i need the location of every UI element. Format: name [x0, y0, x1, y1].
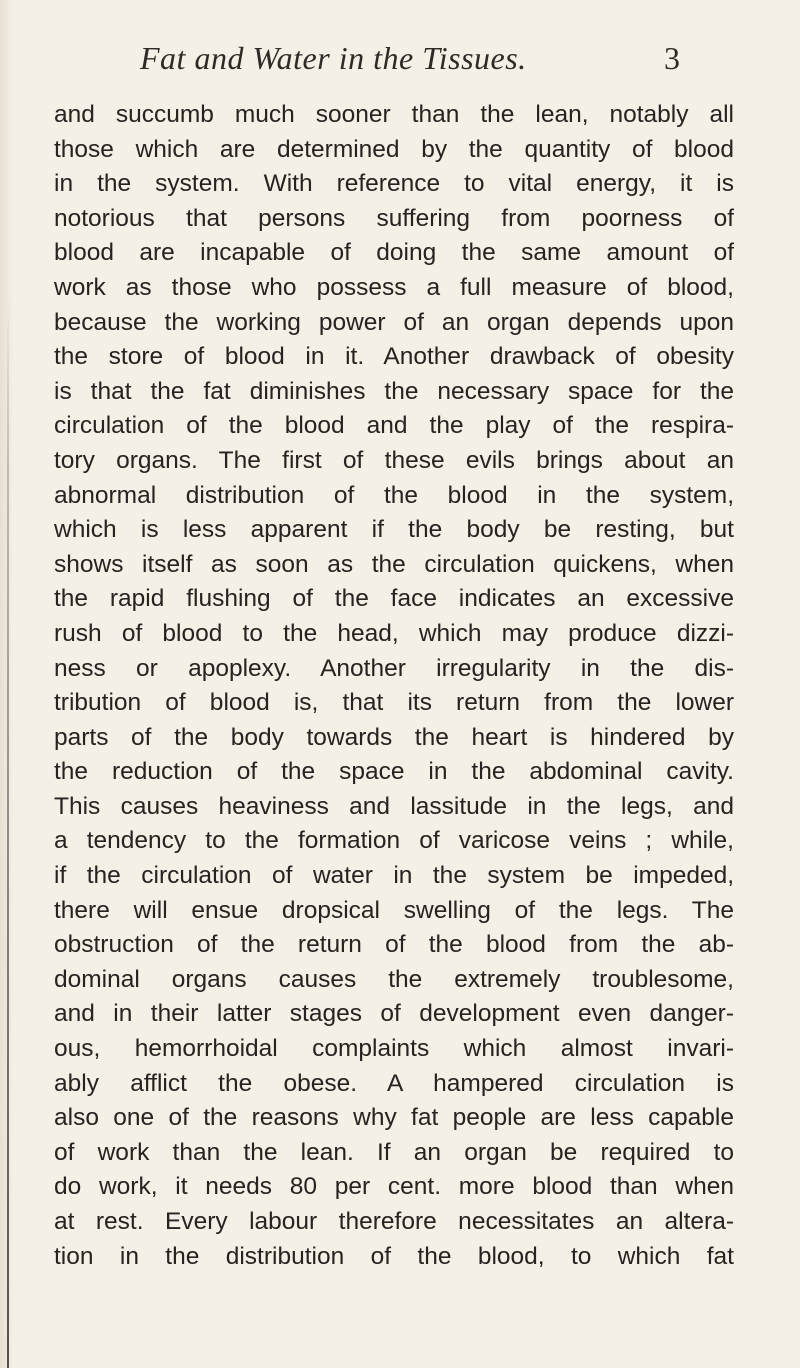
text-line: which is less apparent if the body be resting, but	[54, 516, 734, 544]
text-line: ous, hemorrhoidal complaints which almost invari-	[54, 1035, 734, 1063]
page-number: 3	[664, 40, 680, 76]
text-line: do work, it needs 80 per cent. more blood than when	[54, 1173, 734, 1201]
text-line: if the circulation of water in the system be impeded,	[54, 862, 734, 890]
text-line: tory organs. The first of these evils brings about an	[54, 446, 734, 474]
page-header	[140, 40, 680, 84]
text-line: also one of the reasons why fat people are less capable	[54, 1104, 734, 1132]
text-line: because the working power of an organ depends upon	[54, 308, 734, 336]
text-line: and in their latter stages of development even danger-	[54, 1000, 734, 1028]
text-line: work as those who possess a full measure of blood,	[54, 273, 734, 301]
text-line: This causes heaviness and lassitude in the legs, and	[54, 792, 734, 820]
text-line: shows itself as soon as the circulation quickens, when	[54, 550, 734, 578]
text-line: circulation of the blood and the play of the respira-	[54, 412, 734, 440]
text-line: there will ensue dropsical swelling of the legs. The	[54, 896, 734, 924]
text-line: is that the fat diminishes the necessary space for the	[54, 377, 734, 405]
text-line: rush of blood to the head, which may produce dizzi-	[54, 619, 734, 647]
text-line: tribution of blood is, that its return from the lower	[54, 689, 734, 717]
text-line: those which are determined by the quantity of blood	[54, 135, 734, 163]
text-line: ably afflict the obese. A hampered circulation is	[54, 1069, 734, 1097]
text-line: the reduction of the space in the abdominal cavity.	[54, 758, 734, 786]
running-head: Fat and Water in the Tissues.	[140, 40, 527, 76]
text-line: and succumb much sooner than the lean, notably all	[54, 101, 734, 128]
text-line: at rest. Every labour therefore necessitates an altera-	[54, 1208, 734, 1235]
text-line: the store of blood in it. Another drawback of obesity	[54, 343, 734, 371]
text-line: abnormal distribution of the blood in the system,	[54, 481, 734, 509]
text-line: a tendency to the formation of varicose veins ; while,	[54, 827, 734, 855]
text-line: the rapid flushing of the face indicates an excessive	[54, 585, 734, 613]
text-line: obstruction of the return of the blood from the ab-	[54, 931, 734, 959]
text-line: dominal organs causes the extremely troublesome,	[54, 965, 734, 993]
text-line: tion in the distribution of the blood, to which fat	[54, 1242, 734, 1270]
text-line: in the system. With reference to vital energy, it is	[54, 170, 734, 198]
text-line: notorious that persons suffering from poorness of	[54, 204, 734, 232]
text-line: ness or apoplexy. Another irregularity in the dis-	[54, 654, 734, 682]
binding-edge	[7, 300, 9, 1368]
page-gutter	[0, 0, 14, 1368]
text-line: blood are incapable of doing the same amount of	[54, 239, 734, 267]
text-line: of work than the lean. If an organ be required to	[54, 1138, 734, 1166]
body-text	[54, 98, 734, 1274]
text-line: parts of the body towards the heart is hindered by	[54, 723, 734, 751]
